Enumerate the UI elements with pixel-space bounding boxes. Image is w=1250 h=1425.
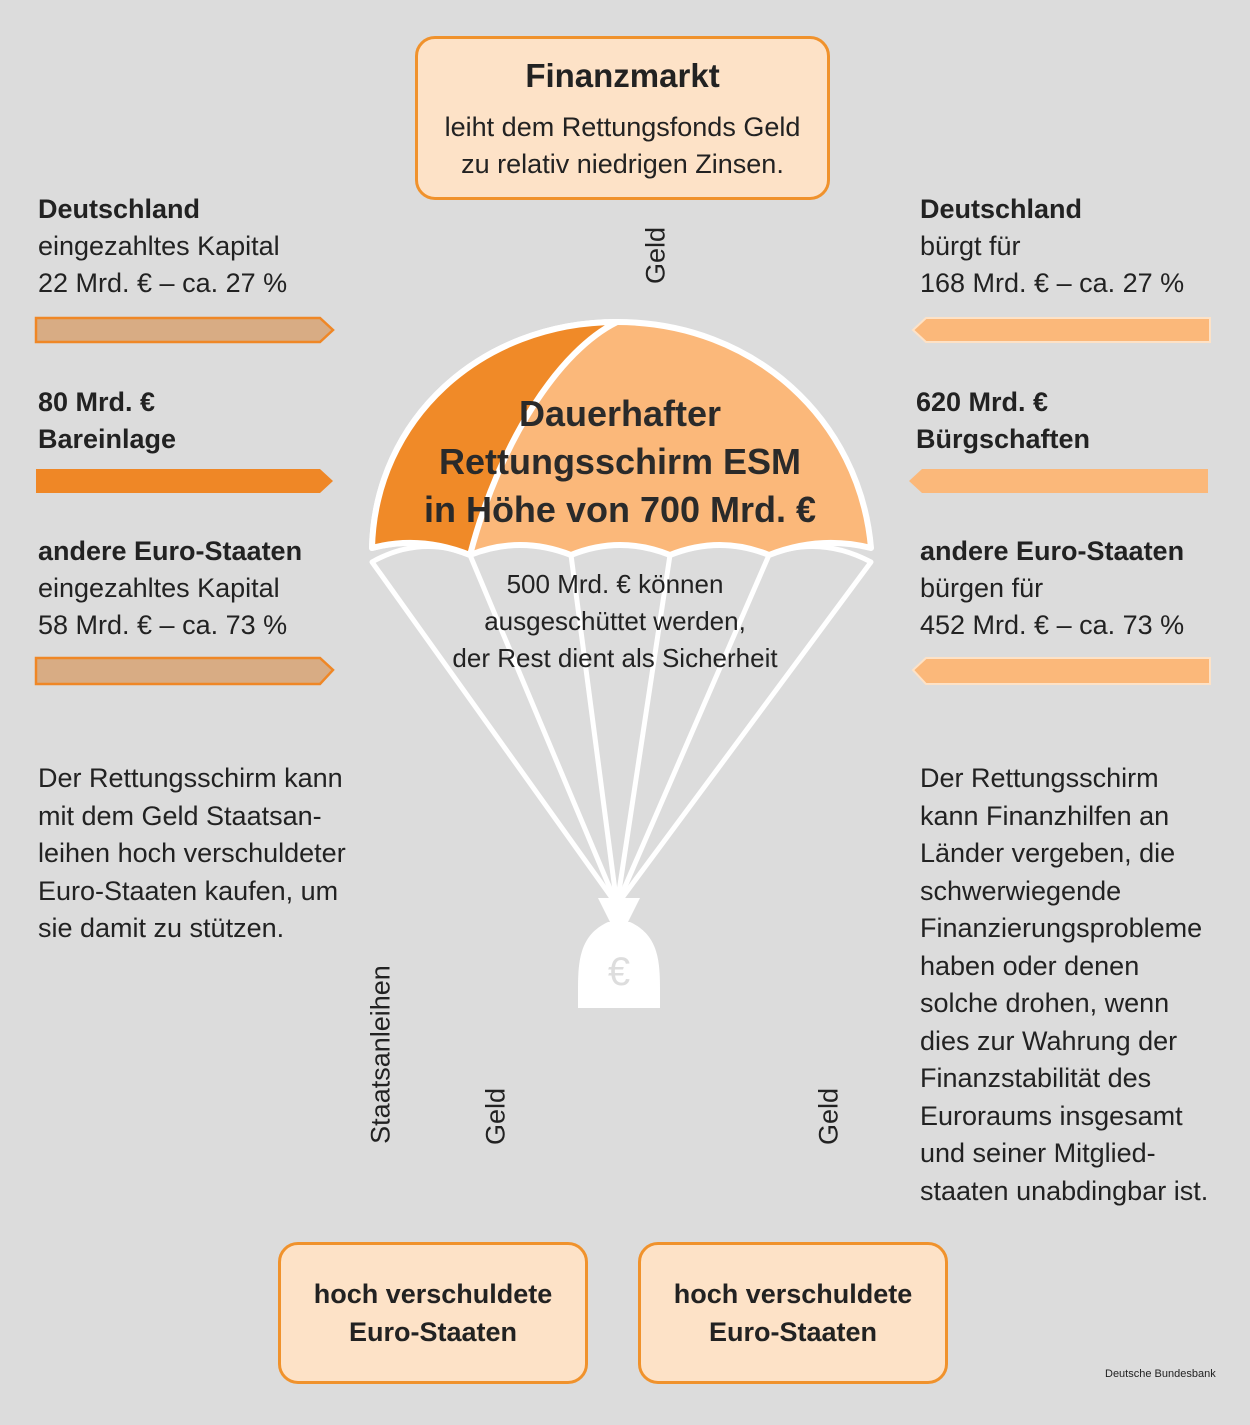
right-de-line2: 168 Mrd. € – ca. 27 % <box>920 268 1185 298</box>
left-de-block <box>38 191 287 302</box>
left-de-title: Deutschland <box>38 194 201 224</box>
right-others-block <box>920 533 1184 644</box>
esm-subtitle: 500 Mrd. € können ausgeschüttet werden, der Rest dient als Sicherheit <box>452 569 778 673</box>
flow-label-geld-left: Geld <box>480 1087 511 1146</box>
left-de-line2: 22 Mrd. € – ca. 27 % <box>38 268 288 298</box>
flow-label-staatsanleihen: Staatsanleihen <box>365 965 396 1144</box>
finanzmarkt-description: leiht dem Rettungsfonds Geld zu relativ niedrigen Zinsen. <box>444 112 801 179</box>
arrow-others-guarantee <box>913 658 1210 684</box>
left-de-line1: eingezahltes Kapital <box>38 231 280 261</box>
left-total-block <box>38 384 176 458</box>
arrow-others-capital <box>36 658 333 684</box>
right-total-amount: 620 Mrd. € <box>916 387 1049 417</box>
flow-label-top-geld: Geld <box>640 226 671 285</box>
bottom-box-right <box>638 1242 948 1384</box>
source-credit: Deutsche Bundesbank <box>1105 1368 1216 1380</box>
finanzmarkt-box <box>415 36 830 200</box>
left-paragraph: Der Rettungsschirm kann mit dem Geld Staatsan- leihen hoch verschuldeter Euro-Staaten kaufen, um sie damit zu stützen. <box>38 763 346 943</box>
right-others-title: andere Euro-Staaten <box>920 536 1185 566</box>
money-bag-icon <box>578 898 660 1008</box>
left-others-line2: 58 Mrd. € – ca. 73 % <box>38 610 288 640</box>
right-de-line1: bürgt für <box>920 231 1021 261</box>
left-total-label: Bareinlage <box>38 424 177 454</box>
right-paragraph: Der Rettungsschirm kann Finanzhilfen an Länder vergeben, die schwerwiegende Finanzierungsprobleme haben oder denen solche drohen, wenn dies zur Wahrung der Finanzstabilität des Euroraums insgesamt und seiner Mitglied- staaten unabdingbar ist. <box>920 763 1209 1206</box>
right-total-label: Bürgschaften <box>916 424 1091 454</box>
arrow-de-guarantee <box>913 318 1210 342</box>
esm-title: Dauerhafter Rettungsschirm ESM in Höhe von 700 Mrd. € <box>423 393 817 530</box>
right-de-title: Deutschland <box>920 194 1083 224</box>
left-total-amount: 80 Mrd. € <box>38 387 156 417</box>
arrow-de-capital <box>36 318 333 342</box>
right-others-line1: bürgen für <box>920 573 1044 603</box>
right-others-line2: 452 Mrd. € – ca. 73 % <box>920 610 1185 640</box>
flow-label-geld-right: Geld <box>813 1087 844 1146</box>
bottom-box-left <box>278 1242 588 1384</box>
euro-symbol: € <box>607 950 631 994</box>
left-others-block <box>38 533 302 644</box>
right-total-block <box>916 384 1090 458</box>
bottom-box-left-label: hoch verschuldete Euro-Staaten <box>313 1279 553 1347</box>
right-de-block <box>920 191 1184 302</box>
arrow-total-bareinlage <box>36 469 333 493</box>
bottom-box-right-label: hoch verschuldete Euro-Staaten <box>673 1279 913 1347</box>
left-others-title: andere Euro-Staaten <box>38 536 303 566</box>
finanzmarkt-title: Finanzmarkt <box>525 57 720 94</box>
arrow-total-buergschaften <box>909 469 1208 493</box>
left-others-line1: eingezahltes Kapital <box>38 573 280 603</box>
